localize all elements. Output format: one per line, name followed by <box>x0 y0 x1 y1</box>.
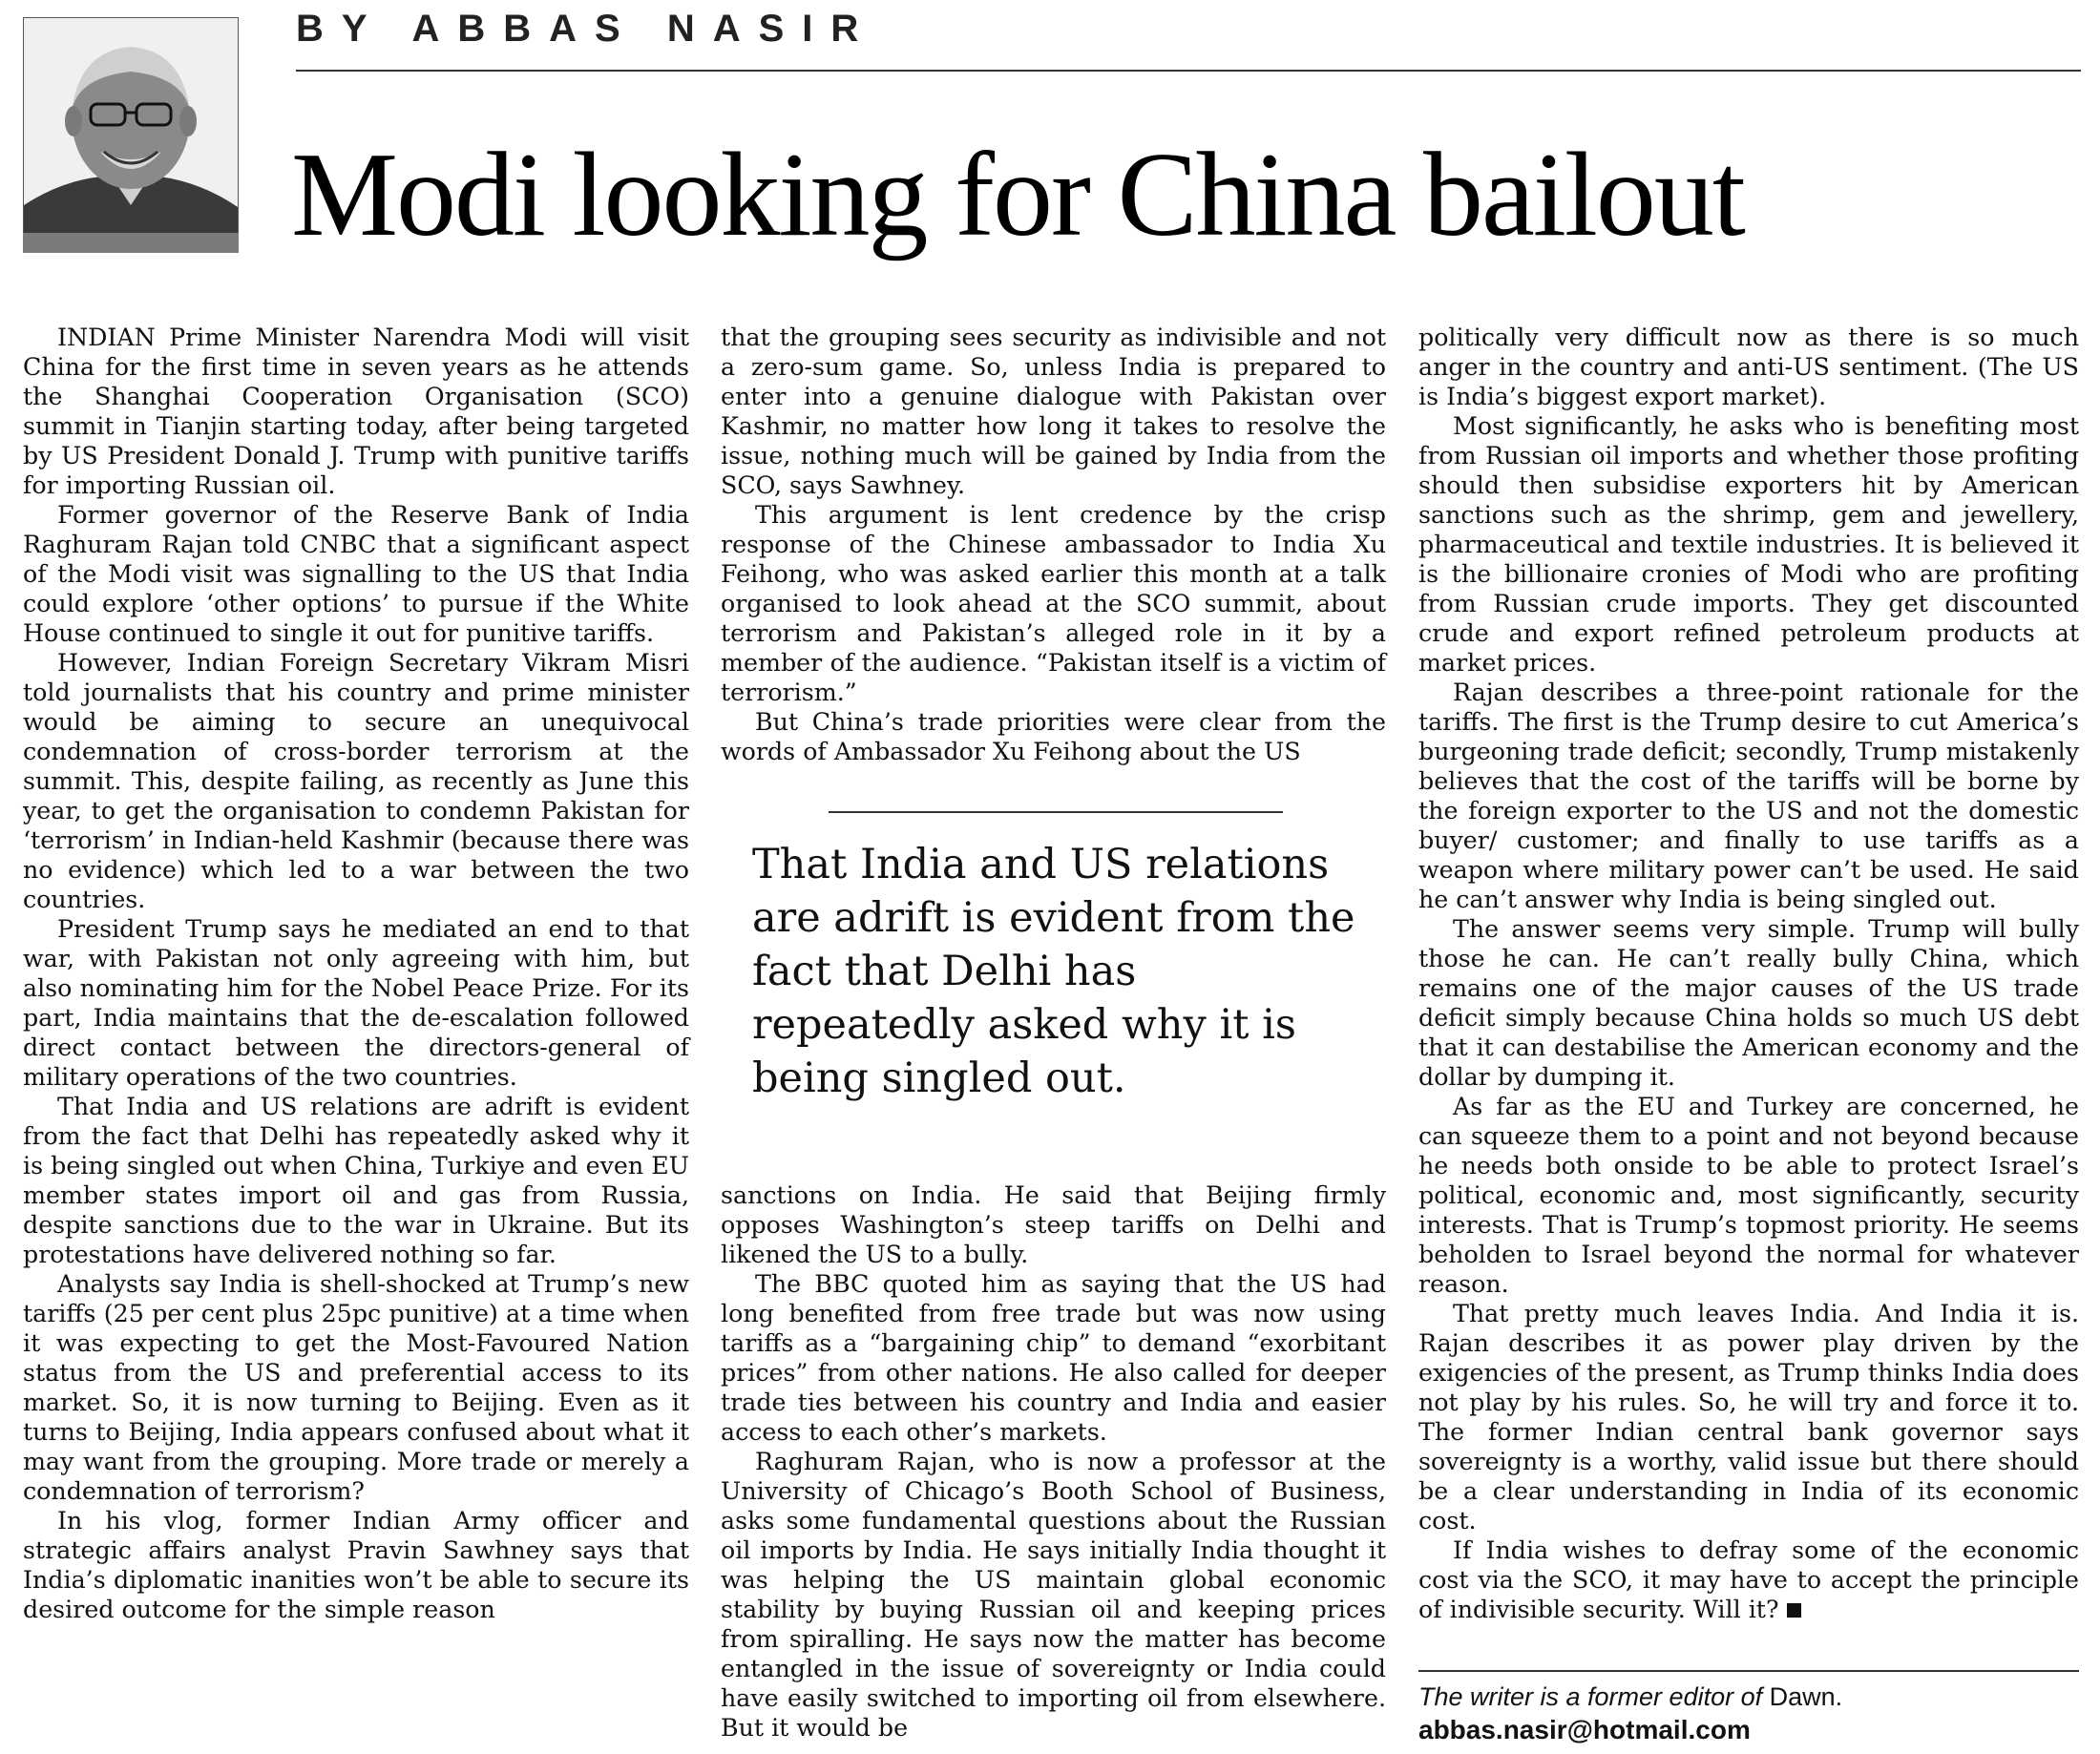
author-portrait-graphic <box>24 18 238 245</box>
paragraph: INDIAN Prime Minister Narendra Modi will visit China for the first time in seven years as he attends the Shanghai Cooperation Organisation (SCO) summit in Tianjin starting today, after being targeted by US President Donald J. Trump with punitive tariffs for importing Russian oil. <box>23 324 689 499</box>
writer-note-text: The writer is a former editor of <box>1418 1682 1763 1711</box>
paragraph: President Trump says he mediated an end to that war, with Pakistan not only agreeing with him, but also nominating him for the Nobel Peace Prize. For its part, India maintains that the de-escalation followed direct contact between the directors-general of military operations of the two countries. <box>23 915 689 1091</box>
byline-rule <box>296 70 2081 72</box>
paragraph: Former governor of the Reserve Bank of India Raghuram Rajan told CNBC that a significant aspect of the Modi visit was signalling to the US that India could explore ‘other options’ to pursue if the White House continued to single it out for punitive tariffs. <box>23 501 689 647</box>
paragraph: But China’s trade priorities were clear from the words of Ambassador Xu Feihong about the US <box>721 708 1386 765</box>
portrait-accent-bar <box>23 233 239 253</box>
paper-name: Dawn. <box>1769 1682 1843 1711</box>
article-column-2-top <box>721 323 1386 766</box>
article-column-1 <box>23 323 689 1624</box>
writer-note <box>1418 1682 1842 1712</box>
headline: Modi looking for China bailout <box>291 129 1744 261</box>
paragraph: That pretty much leaves India. And India it is. Rajan describes it as power play driven by the exigencies of the present, as Trump thinks India does not play by his rules. So, he will try and force it to. The former Indian central bank governor says sovereignty is a worthy, valid issue but there should be a clear understanding in India of its economic cost. <box>1418 1300 2079 1535</box>
article-column-2-bottom <box>721 1180 1386 1743</box>
paragraph: This argument is lent credence by the crisp response of the Chinese ambassador to India Xu Feihong, who was asked earlier this month at a talk organised to look ahead at the SCO summit, about terrorism and Pakistan’s alleged role in it by a member of the audience. “Pakistan itself is a victim of terrorism.” <box>721 501 1386 706</box>
paragraph: That India and US relations are adrift is evident from the fact that Delhi has repeatedly asked why it is being singled out when China, Turkiye and even EU member states import oil and gas from Russia, despite sanctions due to the war in Ukraine. But its protestations have delivered nothing so far. <box>23 1093 689 1268</box>
paragraph: However, Indian Foreign Secretary Vikram Misri told journalists that his country and prime minister would be aiming to secure an unequivocal condemnation of cross-border terrorism at the summit. This, despite failing, as recently as June this year, to get the organisation to condemn Pakistan for ‘terrorism’ in Indian-held Kashmir (because there was no evidence) which led to a war between the two countries. <box>23 649 689 913</box>
closing-text: If India wishes to defray some of the economic cost via the SCO, it may have to accept the principle of indivisible security. Will it? <box>1418 1536 2079 1623</box>
paragraph: The BBC quoted him as saying that the US had long benefited from free trade but was now using tariffs as a “bargaining chip” to demand “exorbitant prices” from other nations. He also called for deeper trade ties between his country and India and easier access to each other’s markets. <box>721 1270 1386 1446</box>
paragraph: The answer seems very simple. Trump will bully those he can. He can’t really bully China, which remains one of the major causes of the US trade deficit simply because China holds so much US debt that it can destabilise the American economy and the dollar by dumping it. <box>1418 915 2079 1091</box>
author-portrait <box>23 17 239 246</box>
paragraph: Raghuram Rajan, who is now a professor at the University of Chicago’s Booth School of Business, asks some fundamental questions about the Russian oil imports by India. He says initially India thought it was helping the US maintain global economic stability by buying Russian oil and keeping prices from spiralling. He says now the matter has become entangled in the issue of sovereignty or India could have easily switched to importing oil from elsewhere. But it would be <box>721 1448 1386 1742</box>
pull-quote-rule <box>829 811 1283 813</box>
footer-rule <box>1418 1670 2079 1672</box>
paragraph: Most significantly, he asks who is benefiting most from Russian oil imports and whether those profiting should then subsidise exporters hit by American sanctions such as the shrimp, gem and jewellery, pharmaceutical and textile industries. It is believed it is the billionaire cronies of Modi who are profiting from Russian crude imports. They get discounted crude and export refined petroleum products at market prices. <box>1418 412 2079 677</box>
paragraph: that the grouping sees security as indivisible and not a zero-sum game. So, unless India is prepared to enter into a genuine dialogue with Pakistan over Kashmir, no matter how long it takes to resolve the issue, nothing much will be gained by India from the SCO, says Sawhney. <box>721 324 1386 499</box>
square-end-mark-icon <box>1787 1603 1801 1618</box>
author-email: abbas.nasir@hotmail.com <box>1418 1715 1751 1744</box>
byline: BY ABBAS NASIR <box>296 8 877 50</box>
paragraph: politically very difficult now as there is so much anger in the country and anti-US sentiment. (The US is India’s biggest export market). <box>1418 324 2079 410</box>
paragraph: As far as the EU and Turkey are concerned, he can squeeze them to a point and not beyond because he needs both onside to be able to protect Israel’s political, economic and, most significantly, security interests. That is Trump’s topmost priority. He seems beholden to Israel beyond the normal for whatever reason. <box>1418 1093 2079 1298</box>
paragraph: Analysts say India is shell-shocked at Trump’s new tariffs (25 per cent plus 25pc punitive) at a time when it was expecting to get the Most-Favoured Nation status from the US and preferential access to its market. So, it is now turning to Beijing. Even as it turns to Beijing, India appears confused about what it may want from the grouping. More trade or merely a condemnation of terrorism? <box>23 1270 689 1505</box>
paragraph: sanctions on India. He said that Beijing firmly opposes Washington’s steep tariffs on Delhi and likened the US to a bully. <box>721 1181 1386 1268</box>
paragraph: In his vlog, former Indian Army officer and strategic affairs analyst Pravin Sawhney says that India’s diplomatic inanities won’t be able to secure its desired outcome for the simple reason <box>23 1507 689 1623</box>
closing-paragraph <box>1418 1535 2079 1624</box>
article-column-3 <box>1418 323 2079 1624</box>
paragraph: Rajan describes a three-point rationale for the tariffs. The first is the Trump desire to cut America’s burgeoning trade deficit; secondly, Trump mistakenly believes that the cost of the tariffs will be borne by the foreign exporter to the US and not the domestic buyer/ customer; and finally to use tariffs as a weapon where military power can’t be used. He said he can’t answer why India is being singled out. <box>1418 679 2079 913</box>
pull-quote: That India and US relations are adrift is evident from the fact that Delhi has repeatedly asked why it is being singled out. <box>752 841 1355 1102</box>
